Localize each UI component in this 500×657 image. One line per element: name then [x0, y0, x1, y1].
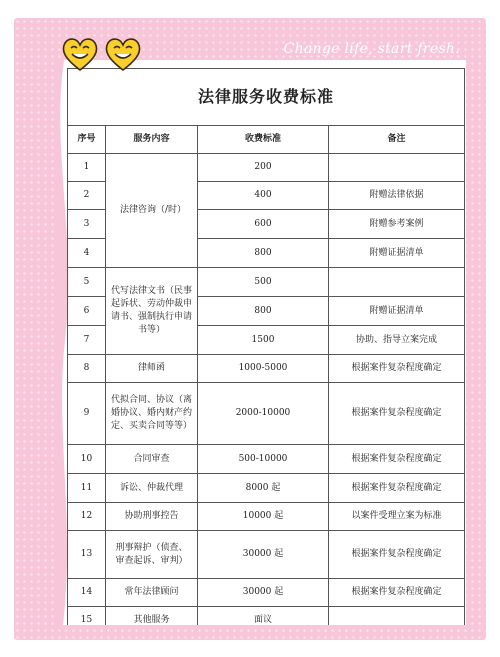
cell-note: 根据案件复杂程度确定	[329, 383, 465, 445]
cell-fee: 1000-5000	[198, 355, 329, 383]
cell-no: 6	[68, 297, 106, 326]
cell-service: 其他服务	[106, 607, 198, 626]
cell-service-group-drafting: 代写法律文书（民事起诉状、劳动仲裁申请书、强制执行申请书等）	[106, 268, 198, 355]
cell-service: 律师函	[106, 355, 198, 383]
cell-service-group-consult: 法律咨询（/时）	[106, 154, 198, 268]
cell-note: 协助、指导立案完成	[329, 326, 465, 355]
table-row	[68, 383, 465, 445]
cell-note: 根据案件复杂程度确定	[329, 579, 465, 607]
cell-service: 合同审查	[106, 445, 198, 474]
cell-fee: 500-10000	[198, 445, 329, 474]
cell-no: 3	[68, 210, 106, 239]
header-note: 备注	[329, 126, 465, 154]
cell-no: 1	[68, 154, 106, 182]
cell-no: 5	[68, 268, 106, 297]
cell-note: 根据案件复杂程度确定	[329, 355, 465, 383]
cell-note: 附赠证据清单	[329, 239, 465, 268]
cell-fee: 200	[198, 154, 329, 182]
cell-note: 根据案件复杂程度确定	[329, 474, 465, 503]
table-title: 法律服务收费标准	[67, 68, 465, 125]
cell-no: 8	[68, 355, 106, 383]
cell-fee: 800	[198, 239, 329, 268]
cell-fee: 800	[198, 297, 329, 326]
cell-note	[329, 154, 465, 182]
table-row	[68, 531, 465, 579]
fee-sheet	[55, 60, 466, 625]
cell-no: 10	[68, 445, 106, 474]
table-row	[68, 268, 465, 297]
smiley-heart-icon	[60, 34, 100, 74]
cell-note: 根据案件复杂程度确定	[329, 531, 465, 579]
table-row	[68, 474, 465, 503]
cell-no: 14	[68, 579, 106, 607]
cell-no: 12	[68, 503, 106, 531]
cell-note: 根据案件复杂程度确定	[329, 445, 465, 474]
cell-fee: 8000 起	[198, 474, 329, 503]
cell-fee: 10000 起	[198, 503, 329, 531]
header-service: 服务内容	[106, 126, 198, 154]
header-fee: 收费标准	[198, 126, 329, 154]
cell-no: 9	[68, 383, 106, 445]
cell-note	[329, 268, 465, 297]
cell-service: 诉讼、仲裁代理	[106, 474, 198, 503]
cell-fee: 600	[198, 210, 329, 239]
cell-service: 协助刑事控告	[106, 503, 198, 531]
cell-no: 2	[68, 182, 106, 210]
cell-no: 15	[68, 607, 106, 626]
cell-fee: 500	[198, 268, 329, 297]
header-no: 序号	[68, 126, 106, 154]
cell-no: 4	[68, 239, 106, 268]
table-row	[68, 445, 465, 474]
cell-service: 刑事辩护（侦查、审查起诉、审判）	[106, 531, 198, 579]
cell-fee: 30000 起	[198, 531, 329, 579]
cell-note: 附赠法律依据	[329, 182, 465, 210]
cell-note: 以案件受理立案为标准	[329, 503, 465, 531]
cell-no: 13	[68, 531, 106, 579]
table-row	[68, 579, 465, 607]
cell-no: 11	[68, 474, 106, 503]
table-row	[68, 355, 465, 383]
table-row	[68, 607, 465, 626]
cell-fee: 面议	[198, 607, 329, 626]
cell-service: 代拟合同、协议（离婚协议、婚内财产约定、买卖合同等等）	[106, 383, 198, 445]
cell-fee: 400	[198, 182, 329, 210]
cell-note: 附赠参考案例	[329, 210, 465, 239]
cell-fee: 30000 起	[198, 579, 329, 607]
cell-fee: 2000-10000	[198, 383, 329, 445]
cell-no: 7	[68, 326, 106, 355]
tagline-line-1: Change life, start fresh.	[283, 41, 460, 57]
fee-table	[67, 68, 465, 625]
cell-note: 附赠证据清单	[329, 297, 465, 326]
cell-note	[329, 607, 465, 626]
cell-service: 常年法律顾问	[106, 579, 198, 607]
table-row	[68, 154, 465, 182]
smiley-heart-icon	[103, 34, 143, 74]
table-header-row	[68, 126, 465, 154]
cell-fee: 1500	[198, 326, 329, 355]
table-row	[68, 503, 465, 531]
